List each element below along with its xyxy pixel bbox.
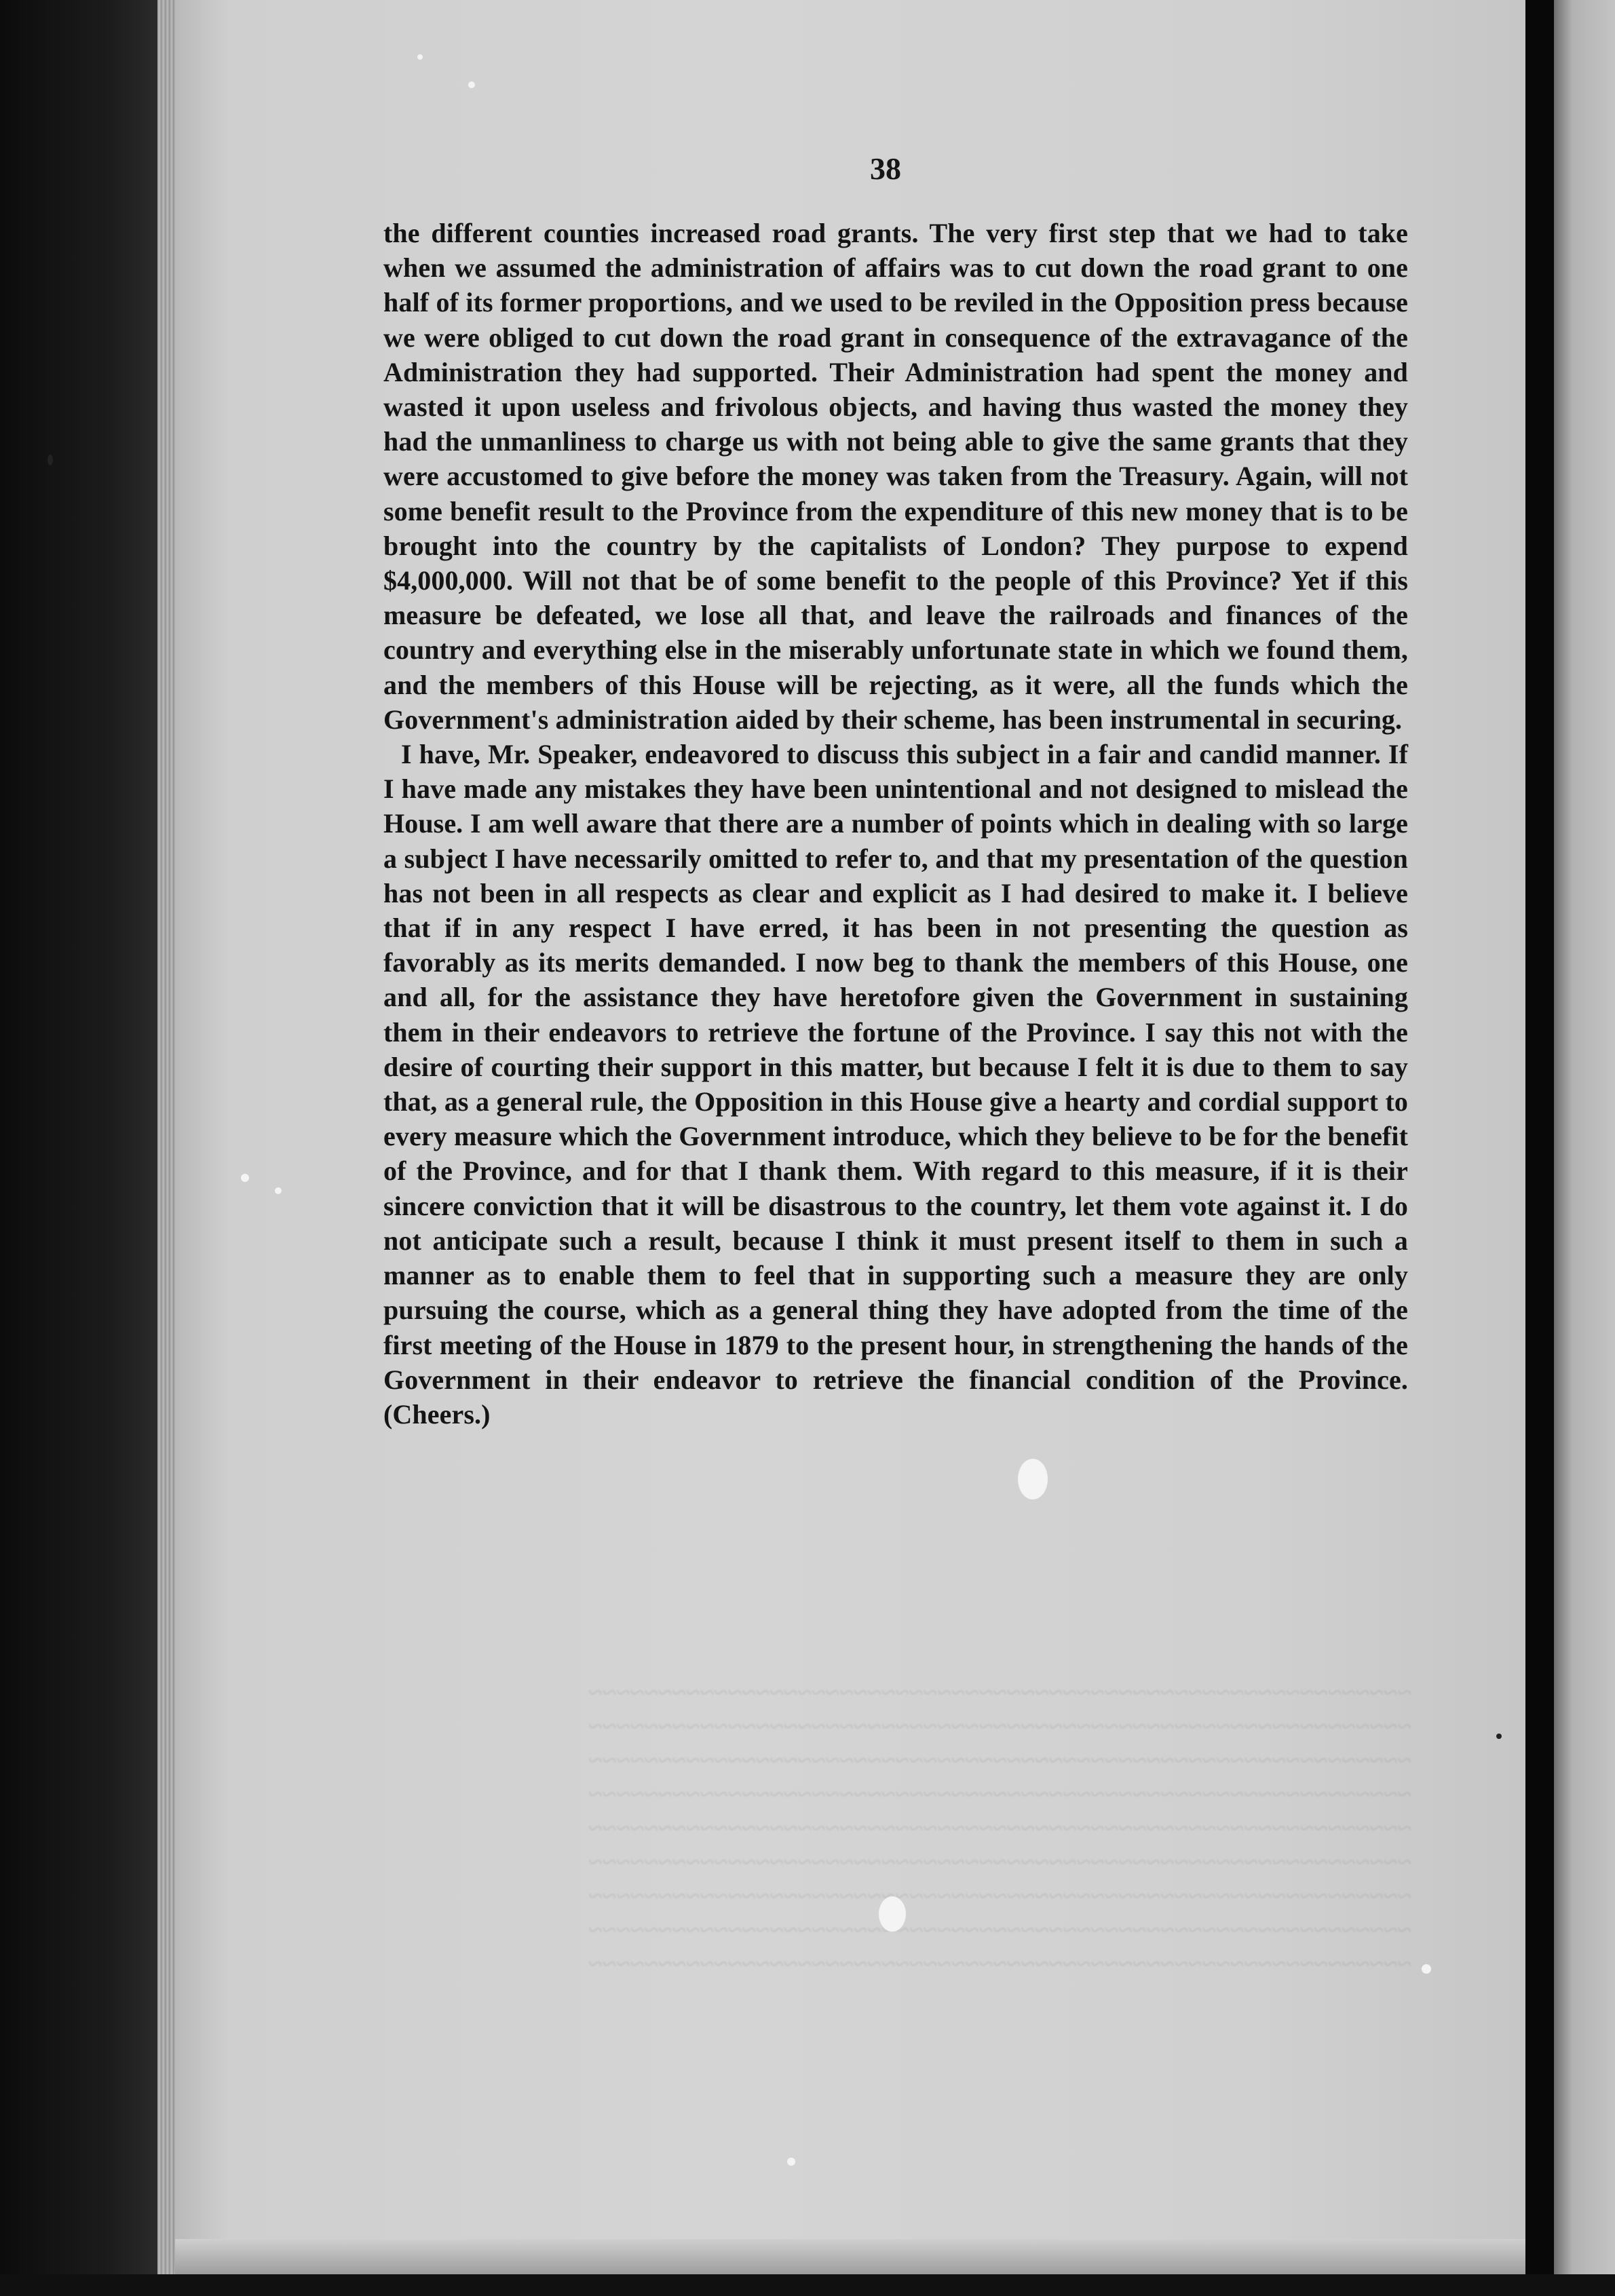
page-number: 38	[870, 151, 901, 186]
dust-speck	[468, 81, 475, 88]
dust-speck	[1496, 1734, 1502, 1739]
dust-speck	[48, 455, 53, 465]
adjacent-page-edge	[1554, 0, 1615, 2296]
dust-speck	[275, 1187, 282, 1194]
body-text	[383, 216, 1408, 1432]
paragraph-closing-remarks: I have, Mr. Speaker, endeavored to discuss this subject in a fair and candid manner. If I have made any mistakes they have been unintentional and not designed to mislead the House. I am well aware that there are a number of points which in dealing with so large a subject I have necessarily omitted to refer to, and that my presentation of the question has not been in all respects as clear and explicit as I had desired to make it. I believe that if in any respect I have erred, it has been in not presenting the question as favorably as its merits demanded. I now beg to thank the members of this House, one and all, for the assistance they have heretofore given the Government in sustaining them in their endeavors to retrieve the fortune of the Province. I say this not with the desire of courting their support in this matter, but because I felt it is due to them to say that, as a general rule, the Opposition in this House give a hearty and cordial support to every measure which the Government introduce, which they believe to be for the benefit of the Province, and for that I thank them. With regard to this measure, if it is their sincere conviction that it will be disastrous to the country, let them vote against it. I do not anticipate such a result, because I think it must present itself to them in such a manner as to enable them to feel that in supporting such a measure they are only pursuing the course, which as a general thing they have adopted from the time of the first meeting of the House in 1879 to the present hour, in strengthening the hands of the Government in their endeavor to retrieve the financial condition of the Province. (Cheers.)	[383, 739, 1408, 1430]
scanner-background-bottom	[0, 2274, 1615, 2296]
page-bottom-shadow	[175, 2239, 1525, 2274]
dust-speck	[1018, 1459, 1048, 1499]
book-gutter	[1525, 0, 1554, 2296]
dust-speck	[417, 54, 423, 60]
dust-speck	[1422, 1964, 1431, 1974]
dust-speck	[879, 1896, 906, 1932]
dust-speck	[241, 1174, 249, 1182]
scanner-background-left	[0, 0, 157, 2296]
dust-speck	[787, 2158, 795, 2166]
paragraph-continuation: the different counties increased road grants. The very first step that we had to take when we assumed the administration of affairs was to cut down the road grant to one half of its former proportions, and we used to be reviled in the Opposition press because we were obliged to cut down the road grant in consequence of the extravagance of the Administration they had supported. Their Administration had spent the money and wasted it upon useless and frivolous objects, and having thus wasted the money they had the unmanliness to charge us with not being able to give the same grants that they were accustomed to give before the money was taken from the Treasury. Again, will not some benefit result to the Province from the expenditure of this new money that is to be brought into the country by the capitalists of London? They purpose to expend $4,000,000. Will not that be of some benefit to the people of this Province? Yet if this measure be defeated, we lose all that, and leave the railroads and finances of the country and everything else in the miserably unfortunate state in which we found them, and the members of this House will be rejecting, as it were, all the funds which the Government's administration aided by their scheme, has been instrumental in securing.	[383, 218, 1408, 735]
page-stack-edge	[157, 0, 176, 2296]
